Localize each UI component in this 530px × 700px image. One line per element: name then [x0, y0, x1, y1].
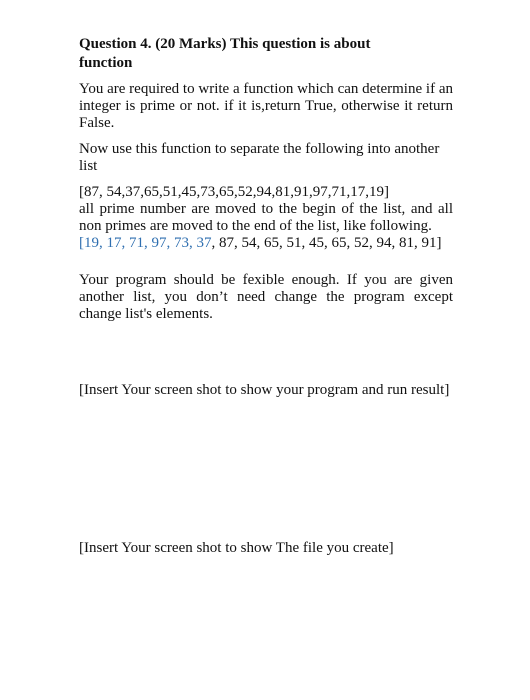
insert-file-screenshot: [Insert Your screen shot to show The file you create] [79, 540, 394, 556]
flexibility-note: Your program should be fexible enough. If you are given another list, you don’t need change the program except change list's elements. [79, 272, 453, 322]
ordering-instruction: all prime number are moved to the begin of the list, and all non primes are moved to the end of the list, like following. [79, 201, 453, 234]
result-non-primes: , 87, 54, 65, 51, 45, 65, 52, 94, 81, 91] [211, 235, 442, 251]
heading-line-2: function [79, 55, 133, 71]
task-description: You are required to write a function which can determine if an integer is prime or not. if it is,return True, otherwise it return False. [79, 81, 453, 131]
question-document [79, 35, 453, 566]
expected-result-list [79, 235, 453, 252]
result-primes: 19, 17, 71, 97, 73, 37 [84, 235, 212, 251]
input-list: [87, 54,37,65,51,45,73,65,52,94,81,91,97,71,17,19] [79, 184, 389, 200]
question-heading [79, 35, 453, 73]
separate-instruction: Now use this function to separate the following into another list [79, 141, 440, 174]
result-open-bracket: [ [79, 235, 84, 251]
insert-program-screenshot: [Insert Your screen shot to show your program and run result] [79, 382, 450, 398]
heading-line-1: Question 4. (20 Marks) This question is about [79, 36, 371, 52]
